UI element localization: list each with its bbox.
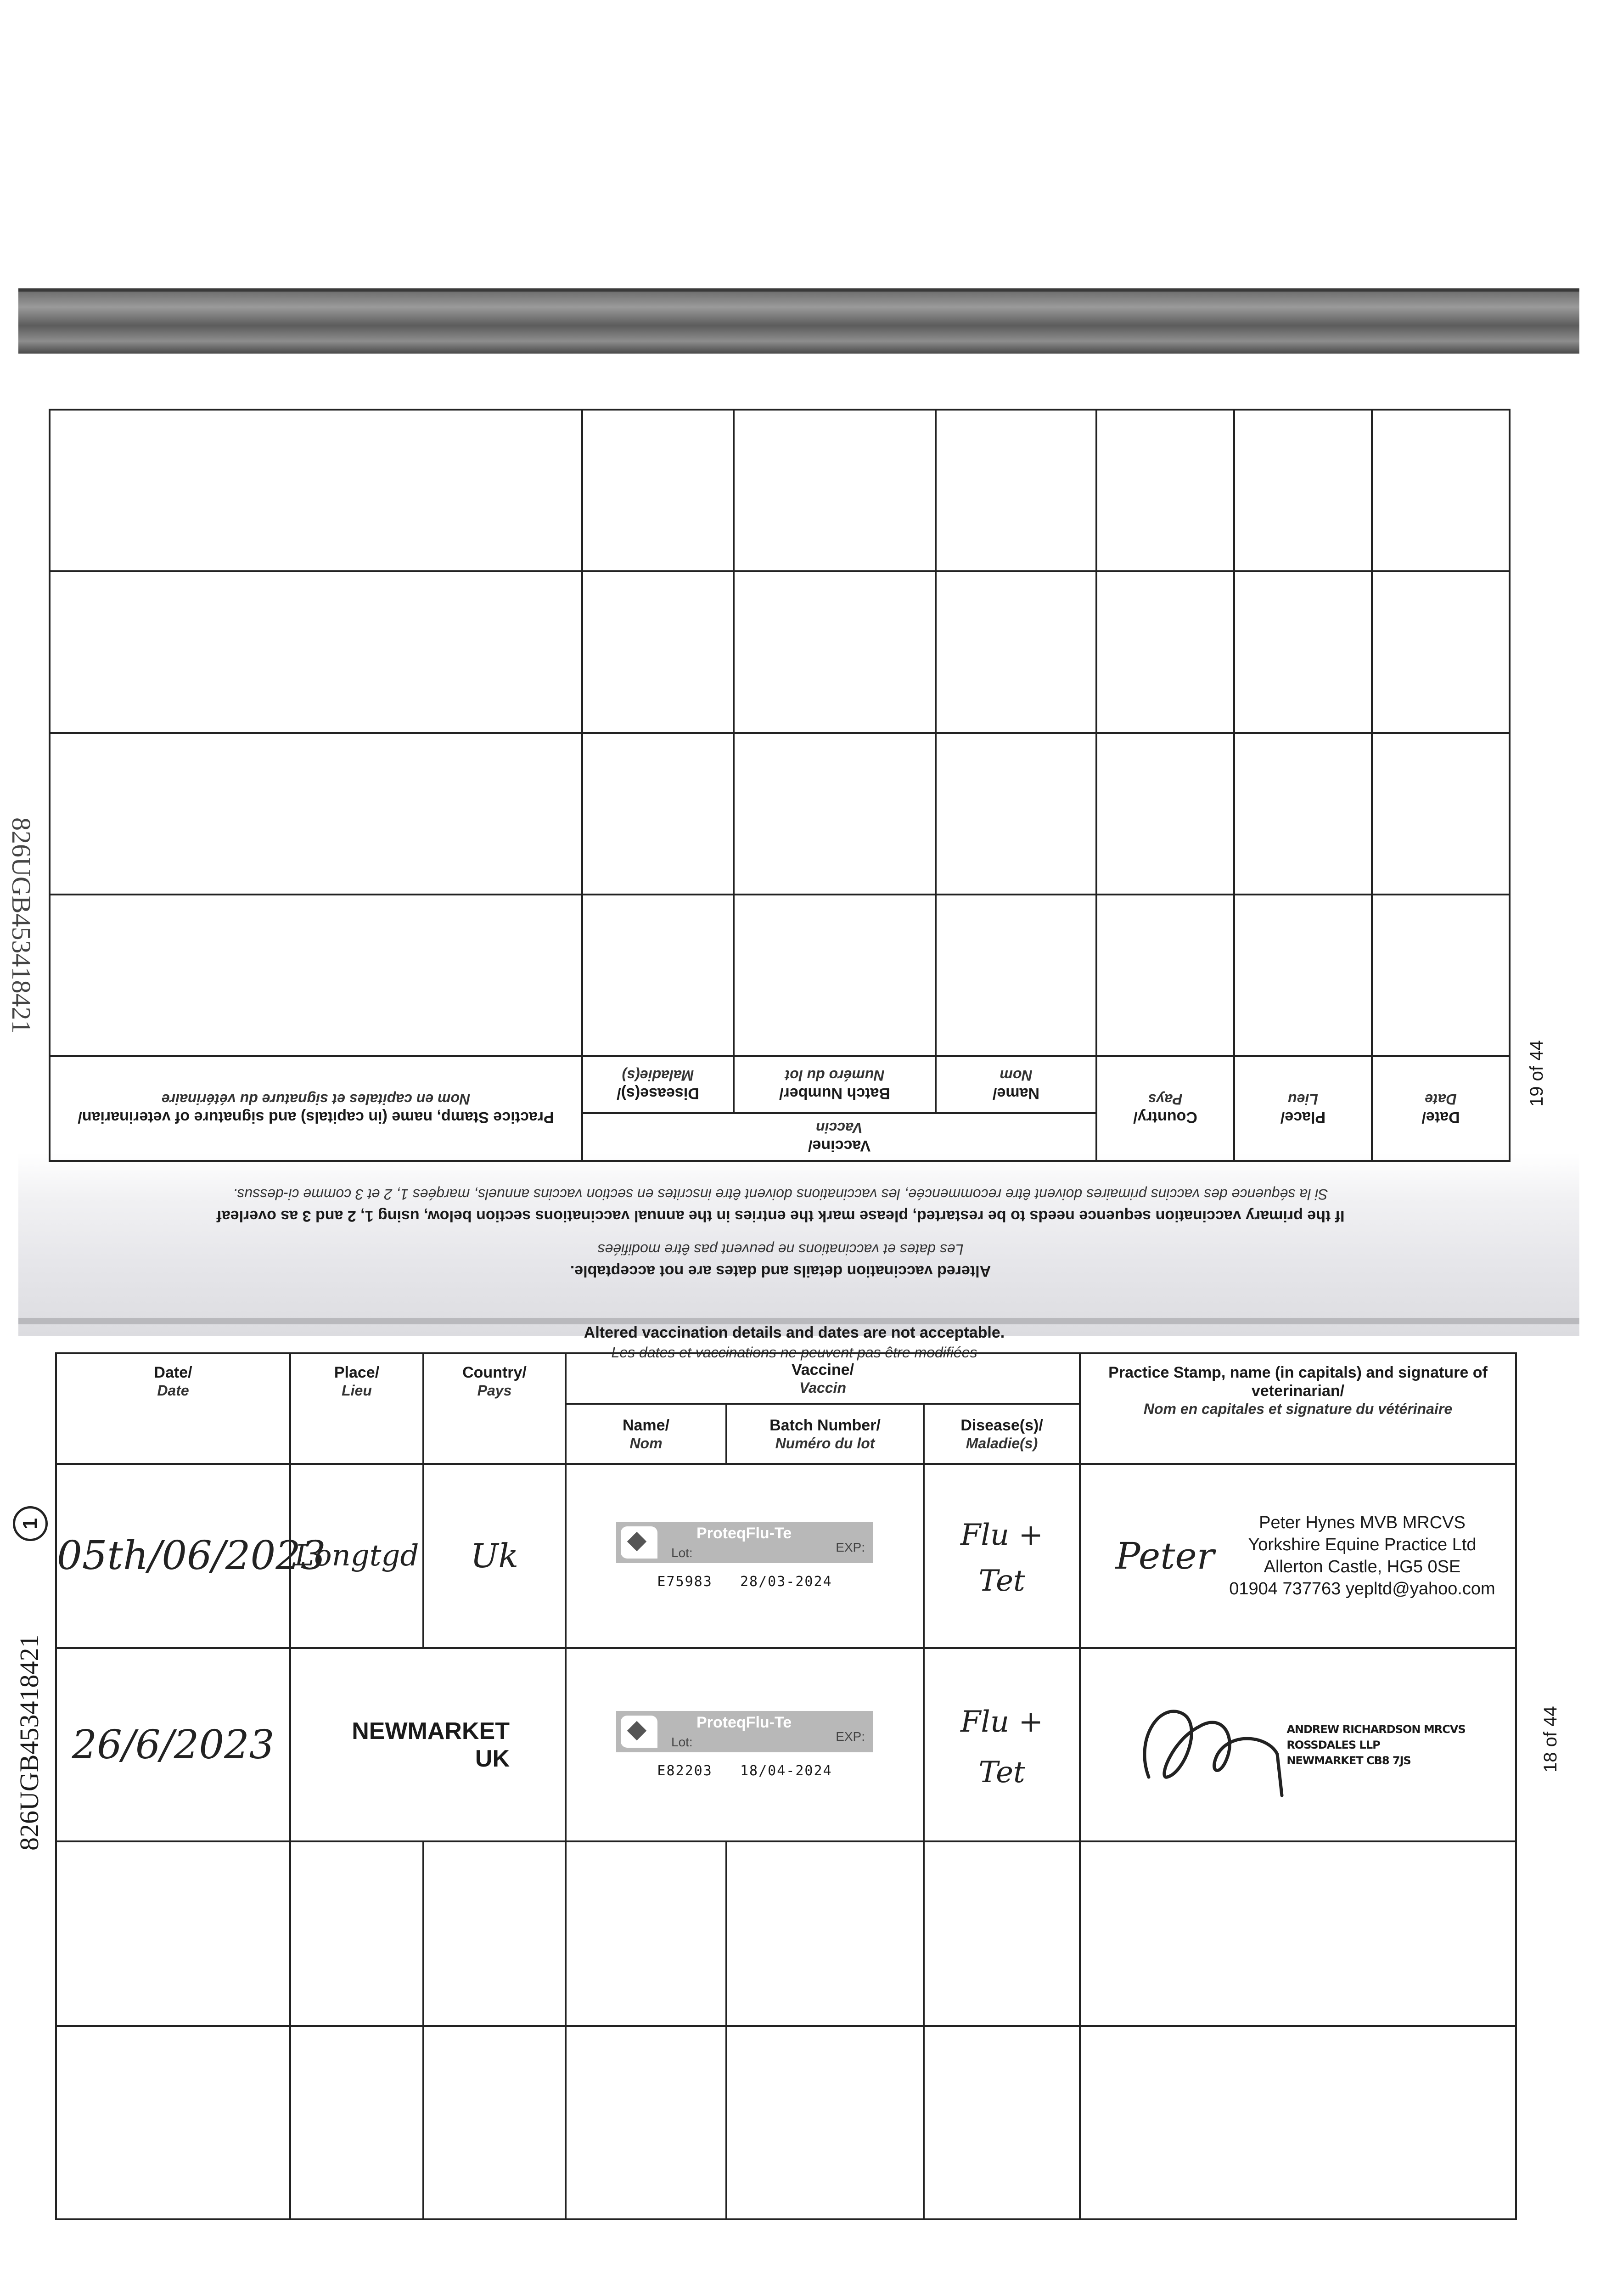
entry-disease: Flu + Tet xyxy=(924,1648,1080,1841)
upper-empty-row xyxy=(50,571,1510,733)
entry-disease: Flu + Tet xyxy=(924,1464,1080,1648)
upper-notes xyxy=(51,1166,1511,1286)
upper-empty-row xyxy=(50,895,1510,1056)
upper-header-stamp: Practice Stamp, name (in capitals) and signature of veterinarian/ Nom en capitales et signature du vétérinaire xyxy=(50,1056,582,1161)
vaccine-logo-icon xyxy=(621,1526,657,1559)
table-row xyxy=(56,1648,1516,1841)
practice-stamp: Peter Hynes MVB MRCVS Yorkshire Equine Practice Ltd Allerton Castle, HG5 0SE 01904 737763 yepltd@yahoo.com xyxy=(1229,1513,1495,1599)
expiry-date: 18/04-2024 xyxy=(740,1762,832,1779)
upper-empty-row xyxy=(50,410,1510,571)
batch-number: E75983 xyxy=(657,1574,713,1590)
header-disease: Disease(s)/ Maladie(s) xyxy=(924,1404,1080,1463)
upper-header-date: Date/ Date xyxy=(1372,1056,1510,1161)
header-country: Country/ Pays xyxy=(423,1353,566,1464)
entry-country: Uk xyxy=(423,1464,566,1648)
upper-vaccination-table xyxy=(51,409,1511,1162)
vaccine-sticker: ProteqFlu-Te Lot: EXP: xyxy=(616,1711,873,1752)
passport-id-upper: 826UGB453418421 xyxy=(6,817,36,1034)
restart-note: If the primary vaccination sequence needs to be restarted, please mark the entries in the annual vaccinations section below, using 1, 2 and 3 as overleaf xyxy=(216,1207,1345,1225)
upper-header-disease: Disease(s)/ Maladie(s) xyxy=(582,1056,734,1113)
upper-altered-note: Altered vaccination details and dates are not acceptable. xyxy=(570,1262,991,1280)
binding-spine xyxy=(18,292,1579,354)
altered-note: Altered vaccination details and dates are not acceptable. xyxy=(584,1324,1005,1341)
batch-number: E82203 xyxy=(657,1762,713,1779)
entry-stamp xyxy=(1080,1464,1516,1648)
vet-signature: Peter xyxy=(1115,1534,1214,1577)
vaccine-logo-icon xyxy=(621,1716,657,1748)
header-date: Date/ Date xyxy=(56,1353,290,1464)
passport-id: 826UGB453418421 xyxy=(14,1634,44,1851)
upper-header-place: Place/ Lieu xyxy=(1234,1056,1372,1161)
entry-place: Longtgd xyxy=(290,1464,423,1648)
header-vaccine: Vaccine/ Vaccin xyxy=(566,1353,1080,1404)
upper-header-name: Name/ Nom xyxy=(936,1056,1096,1113)
restart-note-fr: Si la séquence des vaccins primaires doivent être recommencée, les vaccinations doivent être inscrites en section vaccins annuels, marqées 1, 2 et 3 comme ci-dessus. xyxy=(233,1186,1328,1203)
page-number-lower: 18 of 44 xyxy=(1540,1706,1561,1773)
page-number-upper: 19 of 44 xyxy=(1527,1040,1547,1107)
upper-header-vaccine: Vaccine/ Vaccin xyxy=(582,1113,1096,1161)
vet-signature-scribble xyxy=(1130,1685,1286,1805)
entry-vaccine-sticker xyxy=(566,1648,924,1841)
header-name: Name/ Nom xyxy=(566,1404,726,1463)
header-stamp: Practice Stamp, name (in capitals) and signature of veterinarian/ Nom en capitales et signature du vétérinaire xyxy=(1080,1353,1516,1464)
upper-empty-row xyxy=(50,733,1510,895)
practice-stamp: ANDREW RICHARDSON MRCVS ROSSDALES LLP NEWMARKET CB8 7JS xyxy=(1286,1722,1466,1767)
upper-header-country: Country/ Pays xyxy=(1096,1056,1234,1161)
entry-vaccine-sticker xyxy=(566,1464,924,1648)
entry-place-country: NEWMARKET UK xyxy=(290,1648,566,1841)
header-batch: Batch Number/ Numéro du lot xyxy=(726,1404,924,1463)
empty-row xyxy=(56,2026,1516,2219)
altered-note-fr: Les dates et vaccinations ne peuvent pas être modifiées xyxy=(611,1344,977,1361)
upper-altered-note-fr: Les dates et vaccinations ne peuvent pas être modifiées xyxy=(597,1241,964,1258)
entry-date: 26/6/2023 xyxy=(56,1648,290,1841)
empty-row xyxy=(56,1841,1516,2026)
vaccine-sticker: ProteqFlu-Te Lot: EXP: xyxy=(616,1522,873,1563)
entry-stamp xyxy=(1080,1648,1516,1841)
entry-date: 05th/06/2023 xyxy=(56,1464,290,1648)
primary-sequence-circle: 1 xyxy=(13,1506,48,1541)
upper-header-batch: Batch Number/ Numéro du lot xyxy=(734,1056,936,1113)
header-place: Place/ Lieu xyxy=(290,1353,423,1464)
expiry-date: 28/03-2024 xyxy=(740,1574,832,1590)
table-row xyxy=(56,1464,1516,1648)
lower-vaccination-table xyxy=(55,1352,1515,2220)
